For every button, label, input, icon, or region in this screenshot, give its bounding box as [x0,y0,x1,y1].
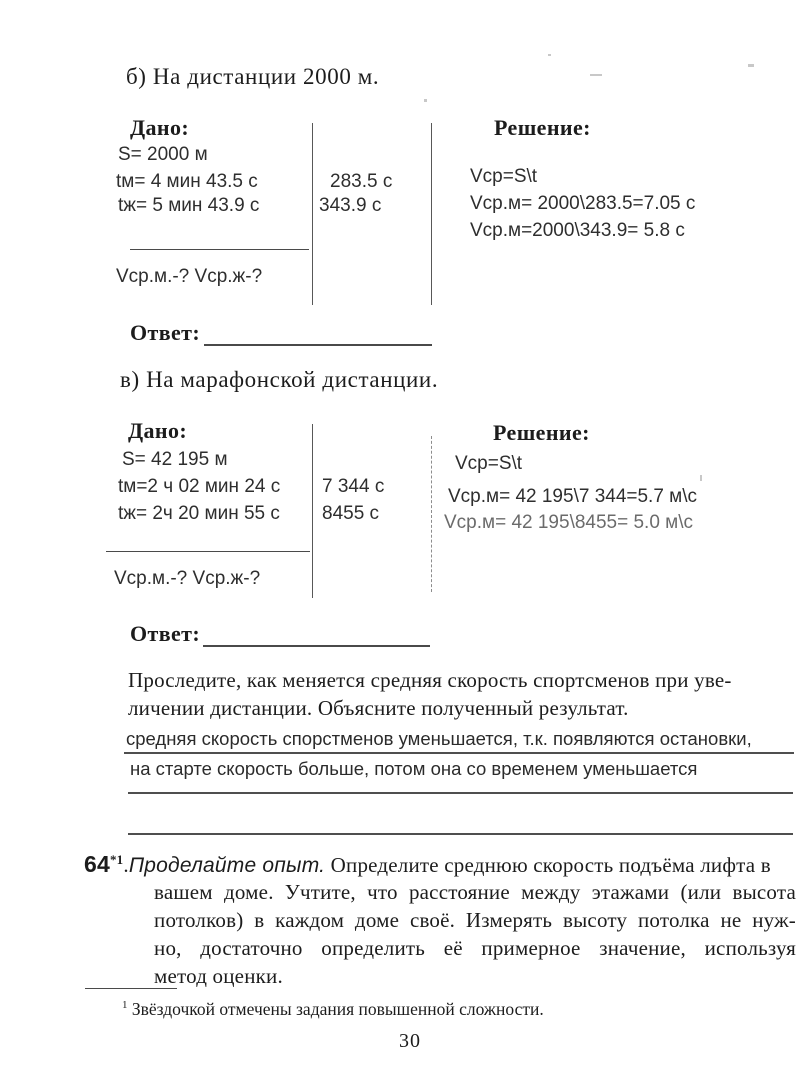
solution-step: Vср.м= 42 195\8455= 5.0 м\с [444,512,694,533]
solution-step: Vср.м= 42 195\7 344=5.7 м\с [448,486,698,507]
ruled-line [124,752,794,754]
ruled-line [128,792,793,794]
problem-text: Определите среднюю скорость подъёма лифта в [325,853,771,877]
section-b-given-label: Дано: [130,115,190,140]
problem-text-line: потолков) в каждом доме своё. Измерять высоту потолка не нуж- [154,908,796,932]
given-tm: tм= 4 мин 43.5 с [116,171,258,192]
answer-blank-line [203,645,430,647]
given-tzh: tж= 2ч 20 мин 55 с [118,503,280,524]
converted-tm: 283.5 с [330,171,393,192]
section-v-given-label: Дано: [128,418,188,443]
question-line: Проследите, как меняется средняя скорость спортсменов при уве- [128,668,732,692]
solution-step: Vср.м=2000\343.9= 5.8 с [470,220,685,241]
find-line: Vср.м.-? Vср.ж-? [116,266,263,287]
given-tzh: tж= 5 мин 43.9 с [118,195,260,216]
converted-tzh: 8455 с [322,503,380,524]
problem-text-line: метод оценки. [154,964,283,988]
page-number: 30 [399,1030,421,1052]
given-s: S= 42 195 м [122,449,228,470]
section-b-title: б) На дистанции 2000 м. [126,64,380,89]
converted-tzh: 343.9 с [319,195,382,216]
scan-noise [700,475,702,481]
section-v-solution-label: Решение: [493,420,590,445]
section-v-title: в) На марафонской дистанции. [120,367,439,392]
answer-blank-line [204,344,432,346]
table-divider [431,123,432,305]
given-tm: tм=2 ч 02 мин 24 с [118,476,281,497]
solution-step: Vср.м= 2000\283.5=7.05 с [470,193,696,214]
section-b-solution-label: Решение: [494,115,591,140]
problem-64-first-line [84,851,771,878]
problem-text-line: вашем доме. Учтите, что расстояние между этажами (или высота [154,880,796,904]
table-divider [312,424,313,598]
given-separator-line [130,249,309,250]
table-divider [312,123,313,305]
converted-tm: 7 344 с [322,476,385,497]
answer-label: Ответ: [130,621,201,646]
problem-number: 64 [84,851,110,877]
problem-text-line: но, достаточно определить её примерное значение, используя [154,936,796,960]
footnote [122,999,544,1020]
student-answer-line: средняя скорость спорстменов уменьшается, т.к. появляются остановки, [126,728,752,749]
problem-intro-italic: Проделайте опыт. [128,854,326,877]
footnote-text: Звёздочкой отмечены задания повышенной сложности. [127,999,544,1019]
footnote-divider-line [85,988,177,989]
solution-formula: Vср=S\t [455,453,523,474]
given-separator-line [106,551,310,552]
scan-noise [548,54,551,56]
scan-noise [424,99,427,102]
ruled-line [128,833,793,835]
solution-formula: Vср=S\t [470,166,538,187]
find-line: Vср.м.-? Vср.ж-? [114,568,261,589]
scan-noise [590,74,602,76]
number-dot: . [123,853,129,877]
student-answer-line: на старте скорость больше, потом она со временем уменьшается [130,758,698,779]
footnote-sup: 1 [122,999,128,1012]
table-divider-dashed [431,436,432,592]
answer-label: Ответ: [130,320,201,345]
given-s: S= 2000 м [118,144,208,165]
scan-noise [748,64,754,67]
question-line: личении дистанции. Объясните полученный результат. [128,696,629,720]
difficulty-star: *1 [109,852,124,867]
